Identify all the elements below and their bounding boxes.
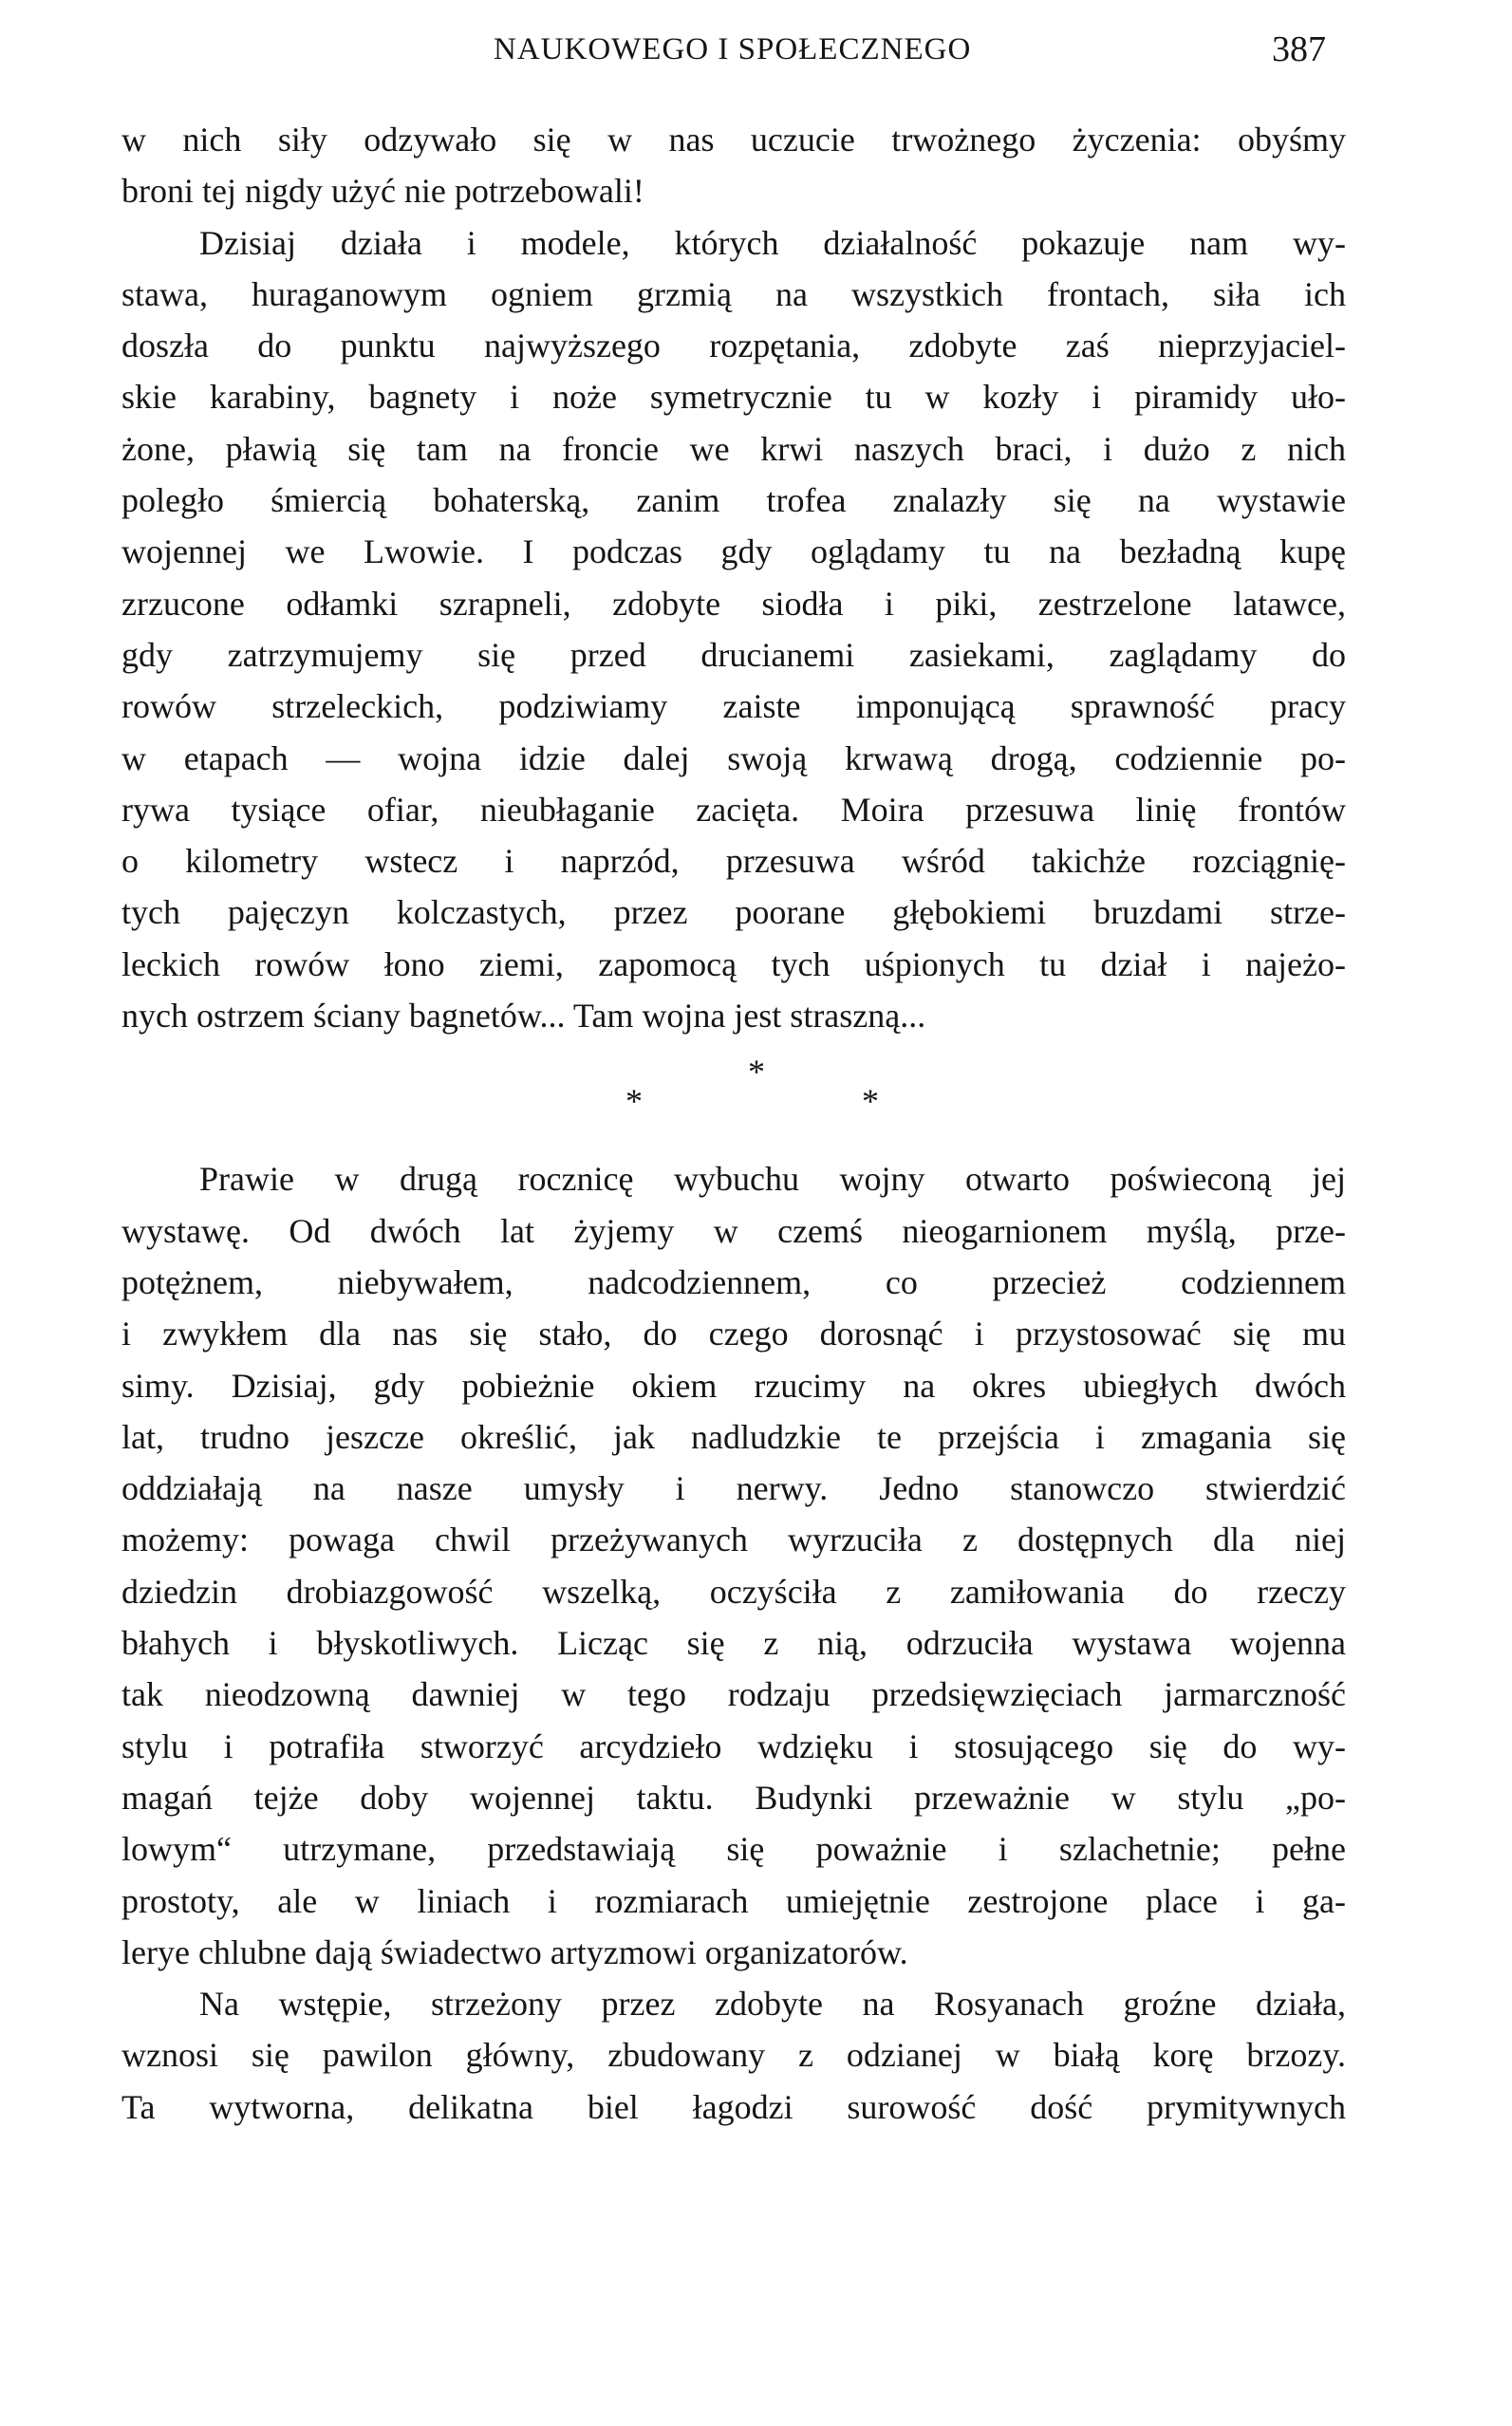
text-line: oddziałają na nasze umysły i nerwy. Jedno stanowczo stwierdzić <box>121 1469 1346 1508</box>
text-line: doszła do punktu najwyższego rozpętania, zdobyte zaś nieprzyjaciel- <box>121 327 1346 365</box>
text-line: Dzisiaj działa i modele, których działalność pokazuje nam wy- <box>199 223 1346 262</box>
text-line: wznosi się pawilon główny, zbudowany z odzianej w białą korę brzozy. <box>121 2036 1346 2075</box>
text-line: lerye chlubne dają świadectwo artyzmowi organizatorów. <box>121 1932 908 1971</box>
running-head <box>0 28 1512 76</box>
page-number: 387 <box>1272 29 1326 69</box>
body-text <box>121 114 1346 2133</box>
text-line: zrzucone odłamki szrapneli, zdobyte siodła i piki, zestrzelone latawce, <box>121 584 1346 623</box>
text-line: rywa tysiące ofiar, nieubłaganie zacięta. Moira przesuwa linię frontów <box>121 790 1346 829</box>
asterisk-ornament: * <box>625 1082 643 1121</box>
text-line: stylu i potrafiła stworzyć arcydzieło wdzięku i stosującego się do wy- <box>121 1726 1346 1765</box>
text-line: dziedzin drobiazgowość wszelką, oczyściła z zamiłowania do rzeczy <box>121 1572 1346 1611</box>
text-line: magań tejże doby wojennej taktu. Budynki przeważnie w stylu „po- <box>121 1778 1346 1817</box>
text-line: żone, pławią się tam na froncie we krwi naszych braci, i dużo z nich <box>121 429 1346 468</box>
text-line: tych pajęczyn kolczastych, przez poorane głębokiemi bruzdami strze- <box>121 893 1346 932</box>
text-line: w nich siły odzywało się w nas uczucie trwożnego życzenia: obyśmy <box>121 121 1346 159</box>
text-line: nych ostrzem ściany bagnetów... Tam wojna jest straszną... <box>121 997 926 1036</box>
text-line: Ta wytworna, delikatna biel łagodzi surowość dość prymitywnych <box>121 2087 1346 2126</box>
text-line: broni tej nigdy użyć nie potrzebowali! <box>121 172 644 211</box>
text-line: skie karabiny, bagnety i noże symetrycznie tu w kozły i piramidy uło- <box>121 378 1346 417</box>
section-war-trophies <box>121 114 1346 1041</box>
asterism-separator <box>121 1041 1346 1153</box>
text-line: poległo śmiercią bohaterską, zanim trofea znalazły się na wystawie <box>121 481 1346 520</box>
text-line: Na wstępie, strzeżony przez zdobyte na Rosyanach groźne działa, <box>199 1985 1346 2024</box>
text-line: wystawę. Od dwóch lat żyjemy w czemś nieogarnionem myślą, prze- <box>121 1211 1346 1250</box>
asterisk-ornament: * <box>862 1082 879 1121</box>
text-line: leckich rowów łono ziemi, zapomocą tych uśpionych tu dział i najeżo- <box>121 944 1346 983</box>
text-line: możemy: powaga chwil przeżywanych wyrzuciła z dostępnych dla niej <box>121 1521 1346 1559</box>
text-line: Prawie w drugą rocznicę wybuchu wojny otwarto poświeconą jej <box>199 1160 1346 1199</box>
asterisk-ornament: * <box>748 1053 765 1092</box>
text-line: w etapach — wojna idzie dalej swoją krwawą drogą, codziennie po- <box>121 738 1346 777</box>
text-line: wojennej we Lwowie. I podczas gdy oglądamy tu na bezładną kupę <box>121 532 1346 571</box>
text-line: rowów strzeleckich, podziwiamy zaiste imponującą sprawność pracy <box>121 687 1346 726</box>
text-line: tak nieodzowną dawniej w tego rodzaju przedsięwzięciach jarmarczność <box>121 1675 1346 1714</box>
text-line: prostoty, ale w liniach i rozmiarach umiejętnie zestrojone place i ga- <box>121 1881 1346 1920</box>
text-line: błahych i błyskotliwych. Licząc się z nią, odrzuciła wystawa wojenna <box>121 1624 1346 1663</box>
section-exhibition <box>121 1153 1346 2133</box>
text-line: lowym“ utrzymane, przedstawiają się poważnie i szlachetnie; pełne <box>121 1830 1346 1869</box>
text-line: i zwykłem dla nas się stało, do czego dorosnąć i przystosować się mu <box>121 1315 1346 1353</box>
running-title: NAUKOWEGO I SPOŁECZNEGO <box>494 32 972 66</box>
text-line: lat, trudno jeszcze określić, jak nadludzkie te przejścia i zmagania się <box>121 1417 1346 1456</box>
text-line: gdy zatrzymujemy się przed drucianemi zasiekami, zaglądamy do <box>121 635 1346 674</box>
text-line: stawa, huraganowym ogniem grzmią na wszystkich frontach, siła ich <box>121 274 1346 313</box>
text-line: simy. Dzisiaj, gdy pobieżnie okiem rzucimy na okres ubiegłych dwóch <box>121 1366 1346 1405</box>
text-line: potężnem, niebywałem, nadcodziennem, co przecież codziennem <box>121 1262 1346 1301</box>
text-line: o kilometry wstecz i naprzód, przesuwa wśród takichże rozciągnię- <box>121 842 1346 881</box>
